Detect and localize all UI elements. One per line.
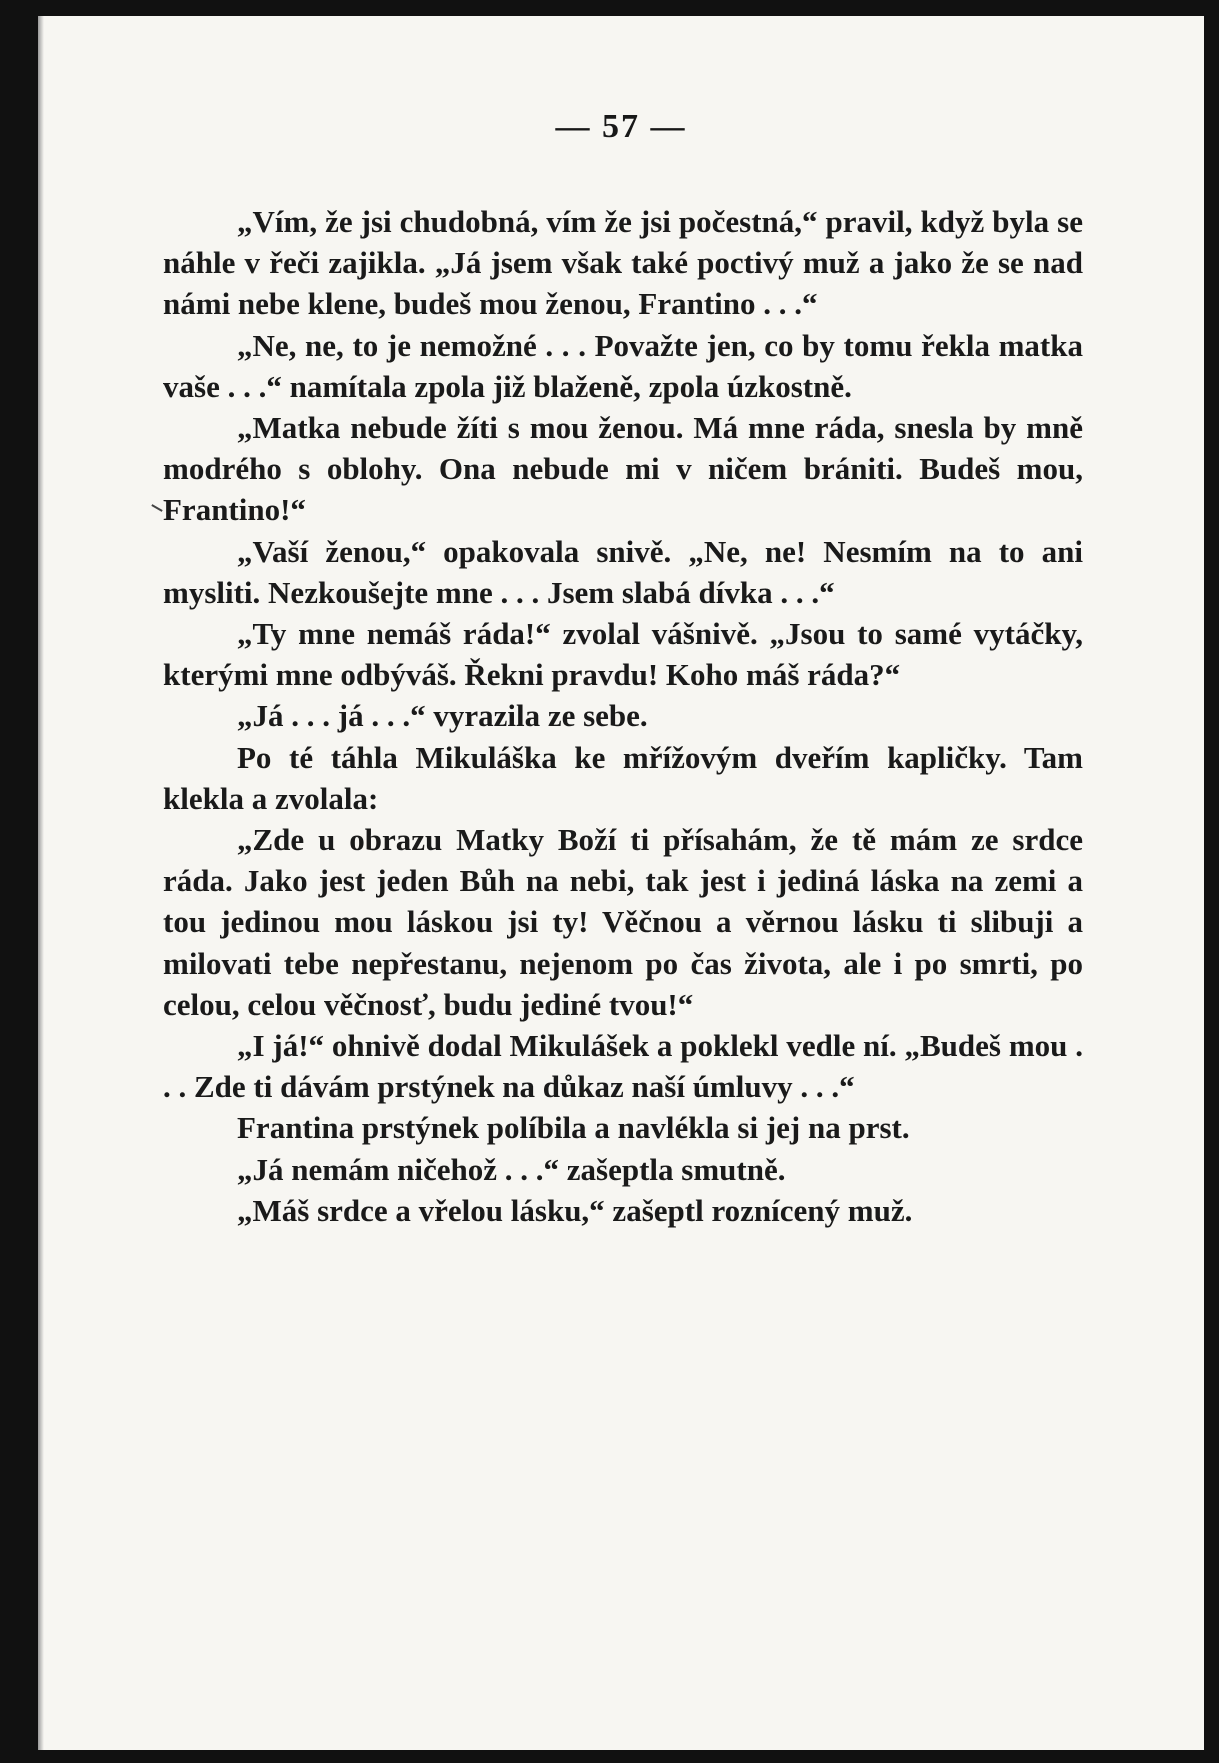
paragraph: „Vaší ženou,“ opakovala snivě. „Ne, ne! Nesmím na to ani mysliti. Nezkoušejte mne . . . Jsem slabá dívka . . .“ <box>163 533 1083 610</box>
page-number: — 57 — <box>555 108 687 145</box>
body-text <box>163 201 1083 1231</box>
paragraph: „Ty mne nemáš ráda!“ zvolal vášnivě. „Jsou to samé vytáčky, kterými mne odbýváš. Řekni pravdu! Koho máš ráda?“ <box>163 616 1083 693</box>
paragraph: „Já . . . já . . .“ vyrazila ze sebe. <box>237 698 648 734</box>
paragraph: „Zde u obrazu Matky Boží ti přísahám, že tě mám ze srdce ráda. Jako jest jeden Bůh na nebi, tak jest i jediná láska na zemi a tou jedinou mou láskou jsi ty! Věčnou a věrnou lásku ti slibuji a milovati tebe nepřestanu, nejenom po čas života, ale i po smrti, po celou, celou věčnosť, budu jediné tvou!“ <box>163 822 1083 1022</box>
stray-print-mark <box>151 504 162 512</box>
paragraph: „Máš srdce a vřelou lásku,“ zašeptl roznícený muž. <box>237 1192 913 1228</box>
page-binding-edge <box>38 16 44 1750</box>
paragraph: „Matka nebude žíti s mou ženou. Má mne ráda, snesla by mně modrého s oblohy. Ona nebude mi v ničem brániti. Budeš mou, Frantino!“ <box>163 410 1083 528</box>
book-page <box>38 16 1204 1750</box>
paragraph: Frantina prstýnek políbila a navlékla si jej na prst. <box>237 1110 910 1146</box>
paragraph: „Vím, že jsi chudobná, vím že jsi počestná,“ pravil, když byla se náhle v řeči zajikla. „Já jsem však také poctivý muž a jako že se nad námi nebe klene, budeš mou ženou, Frantino . . .“ <box>163 204 1083 322</box>
paragraph: „Ne, ne, to je nemožné . . . Považte jen, co by tomu řekla matka vaše . . .“ namítala zpola již blaženě, zpola úzkostně. <box>163 327 1083 404</box>
paragraph: „Já nemám ničehož . . .“ zašeptla smutně. <box>237 1151 786 1187</box>
paragraph: „I já!“ ohnivě dodal Mikulášek a poklekl vedle ní. „Budeš mou . . . Zde ti dávám prstýnek na důkaz naší úmluvy . . .“ <box>163 1028 1083 1105</box>
paragraph: Po té táhla Mikuláška ke mřížovým dveřím kapličky. Tam klekla a zvolala: <box>163 739 1083 816</box>
